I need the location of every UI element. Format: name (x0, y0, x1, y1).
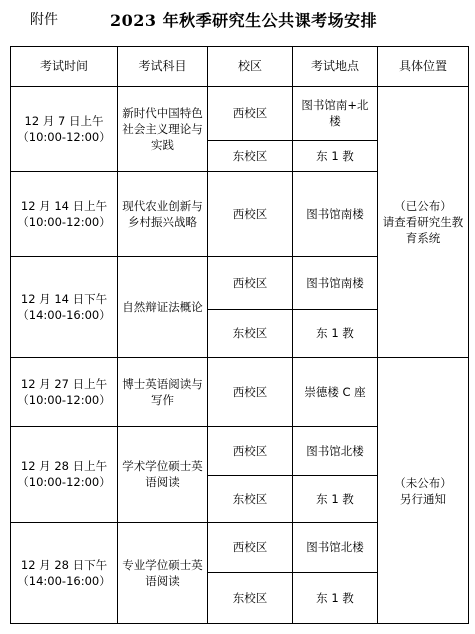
exam-time-cell (11, 358, 118, 427)
exam-hours: （10:00-12:00） (17, 129, 111, 144)
position-status: （未公布） (394, 475, 452, 490)
exam-hours: （14:00-16:00） (17, 308, 111, 323)
table-row (11, 358, 469, 427)
exam-date: 12 月 28 日上午 (20, 459, 108, 474)
position-detail: 请查看研究生教育系统 (382, 214, 464, 245)
position-detail: 另行通知 (400, 491, 446, 506)
table-row (11, 86, 469, 141)
exam-subject: 博士英语阅读与写作 (118, 358, 208, 427)
exam-subject: 学术学位硕士英语阅读 (118, 427, 208, 522)
location-cell: 东 1 教 (293, 309, 378, 358)
exam-date: 12 月 14 日下午 (20, 292, 108, 307)
campus-cell: 西校区 (208, 522, 293, 573)
exam-subject: 现代农业创新与乡村振兴战略 (118, 171, 208, 256)
column-header-position: 具体位置 (378, 47, 469, 87)
location-cell: 东 1 教 (293, 573, 378, 624)
column-header-campus: 校区 (208, 47, 293, 87)
exam-subject: 专业学位硕士英语阅读 (118, 522, 208, 623)
attachment-label: 附件 (30, 12, 58, 28)
position-status: （已公布） (394, 198, 452, 213)
campus-cell: 东校区 (208, 141, 293, 171)
exam-date: 12 月 7 日上午 (24, 113, 104, 128)
campus-cell: 东校区 (208, 573, 293, 624)
campus-cell: 西校区 (208, 427, 293, 476)
location-cell: 图书馆北楼 (293, 522, 378, 573)
exam-subject: 自然辩证法概论 (118, 256, 208, 357)
exam-date: 12 月 14 日上午 (20, 198, 108, 213)
campus-cell: 西校区 (208, 256, 293, 309)
location-cell: 东 1 教 (293, 475, 378, 522)
exam-time-cell (11, 256, 118, 357)
document-header (0, 0, 475, 36)
exam-hours: （10:00-12:00） (17, 214, 111, 229)
exam-date: 12 月 28 日下午 (20, 557, 108, 572)
exam-schedule-table (10, 46, 469, 624)
column-header-subject: 考试科目 (118, 47, 208, 87)
exam-hours: （14:00-16:00） (17, 573, 111, 588)
location-cell: 图书馆南+北楼 (293, 86, 378, 141)
exam-date: 12 月 27 日上午 (20, 377, 108, 392)
position-note-published (378, 86, 469, 358)
campus-cell: 东校区 (208, 309, 293, 358)
location-cell: 东 1 教 (293, 141, 378, 171)
exam-time-cell (11, 522, 118, 623)
exam-hours: （10:00-12:00） (17, 475, 111, 490)
location-cell: 崇德楼 C 座 (293, 358, 378, 427)
location-cell: 图书馆北楼 (293, 427, 378, 476)
exam-time-cell (11, 86, 118, 171)
exam-hours: （10:00-12:00） (17, 393, 111, 408)
column-header-time: 考试时间 (11, 47, 118, 87)
table-header-row (11, 47, 469, 87)
exam-subject: 新时代中国特色社会主义理论与实践 (118, 86, 208, 171)
campus-cell: 东校区 (208, 475, 293, 522)
location-cell: 图书馆南楼 (293, 256, 378, 309)
exam-time-cell (11, 171, 118, 256)
page-title: 2023 年秋季研究生公共课考场安排 (110, 11, 378, 30)
campus-cell: 西校区 (208, 86, 293, 141)
campus-cell: 西校区 (208, 171, 293, 256)
exam-time-cell (11, 427, 118, 522)
campus-cell: 西校区 (208, 358, 293, 427)
position-note-unpublished (378, 358, 469, 624)
column-header-location: 考试地点 (293, 47, 378, 87)
location-cell: 图书馆南楼 (293, 171, 378, 256)
